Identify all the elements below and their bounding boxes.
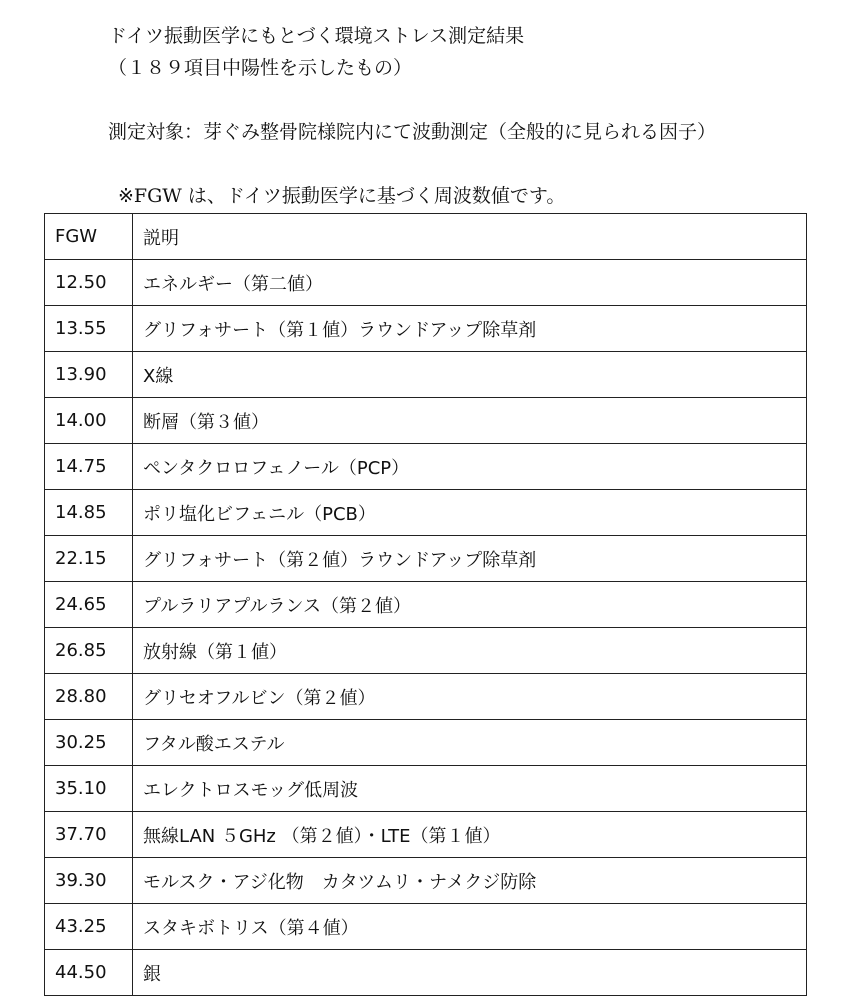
table-row (45, 582, 807, 628)
description-cell: X線 (133, 352, 807, 398)
description-cell: ペンタクロロフェノール（PCP） (133, 444, 807, 490)
table-row (45, 766, 807, 812)
table-row (45, 720, 807, 766)
description-cell: スタキボトリス（第４値） (133, 904, 807, 950)
document-subtitle: （１８９項目中陽性を示したもの） (108, 57, 413, 79)
fgw-cell: 39.30 (45, 858, 133, 904)
description-cell: 無線LAN ５GHz （第２値）・LTE（第１値） (133, 812, 807, 858)
table-row (45, 628, 807, 674)
description-cell: 放射線（第１値） (133, 628, 807, 674)
table-row (45, 352, 807, 398)
header-description: 説明 (133, 214, 807, 260)
fgw-cell: 28.80 (45, 674, 133, 720)
description-cell: 銀 (133, 950, 807, 996)
table-row (45, 536, 807, 582)
table-row (45, 306, 807, 352)
description-cell: フタル酸エステル (133, 720, 807, 766)
description-cell: エレクトロスモッグ低周波 (133, 766, 807, 812)
table-row (45, 444, 807, 490)
fgw-cell: 35.10 (45, 766, 133, 812)
fgw-cell: 22.15 (45, 536, 133, 582)
fgw-cell: 30.25 (45, 720, 133, 766)
description-cell: エネルギー（第二値） (133, 260, 807, 306)
description-cell: プルラリアプルランス（第２値） (133, 582, 807, 628)
measurement-subject: 測定対象：芽ぐみ整骨院様院内にて波動測定（全般的に見られる因子） (108, 121, 717, 143)
table-row (45, 904, 807, 950)
fgw-cell: 24.65 (45, 582, 133, 628)
fgw-cell: 43.25 (45, 904, 133, 950)
table-row (45, 950, 807, 996)
table-row (45, 812, 807, 858)
description-cell: グリセオフルビン（第２値） (133, 674, 807, 720)
table-row (45, 858, 807, 904)
fgw-cell: 26.85 (45, 628, 133, 674)
description-cell: 断層（第３値） (133, 398, 807, 444)
table-row (45, 674, 807, 720)
table-row (45, 398, 807, 444)
fgw-cell: 14.75 (45, 444, 133, 490)
description-cell: モルスク・アジ化物 カタツムリ・ナメクジ防除 (133, 858, 807, 904)
fgw-cell: 13.90 (45, 352, 133, 398)
results-table (44, 213, 807, 996)
fgw-cell: 14.85 (45, 490, 133, 536)
fgw-cell: 14.00 (45, 398, 133, 444)
table-row (45, 490, 807, 536)
fgw-note: ※FGW は、ドイツ振動医学に基づく周波数値です。 (118, 185, 566, 207)
fgw-cell: 12.50 (45, 260, 133, 306)
fgw-cell: 37.70 (45, 812, 133, 858)
document-title: ドイツ振動医学にもとづく環境ストレス測定結果 (108, 25, 525, 47)
table-row (45, 260, 807, 306)
header-fgw: FGW (45, 214, 133, 260)
description-cell: グリフォサート（第１値）ラウンドアップ除草剤 (133, 306, 807, 352)
description-cell: ポリ塩化ビフェニル（PCB） (133, 490, 807, 536)
description-cell: グリフォサート（第２値）ラウンドアップ除草剤 (133, 536, 807, 582)
table-header-row (45, 214, 807, 260)
fgw-cell: 44.50 (45, 950, 133, 996)
fgw-cell: 13.55 (45, 306, 133, 352)
